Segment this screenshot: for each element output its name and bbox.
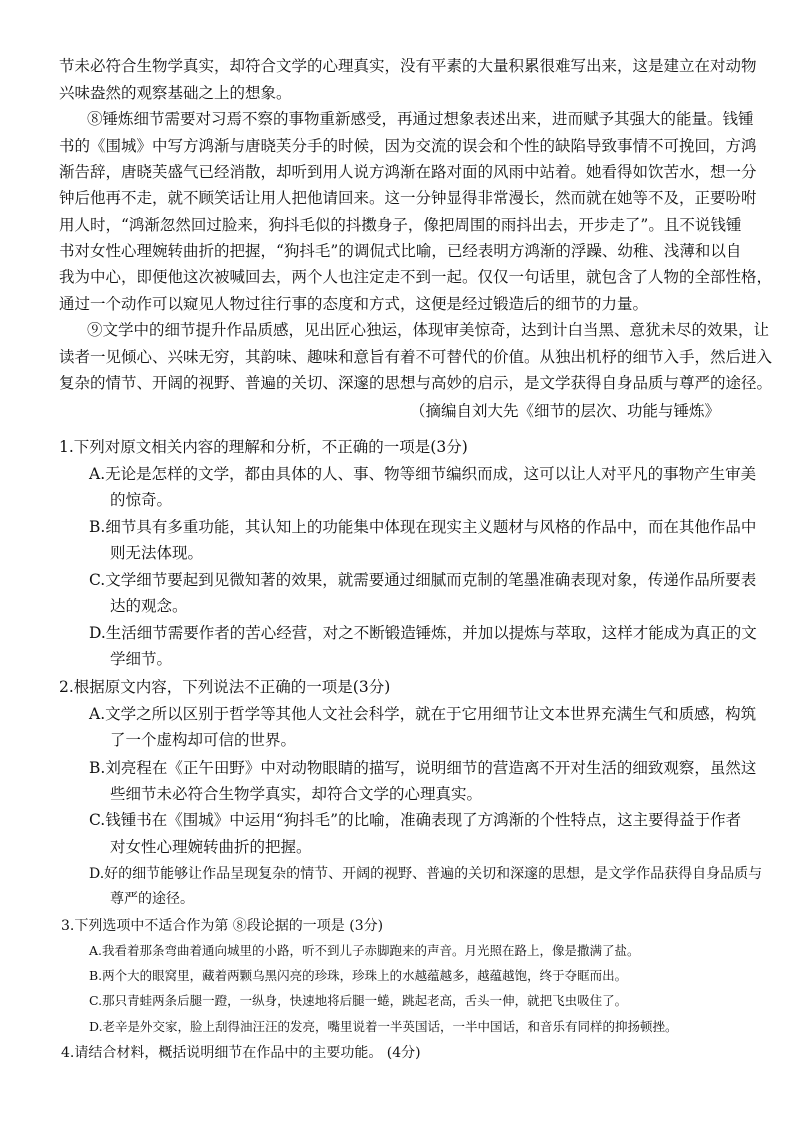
paragraph-8-start: ⑧锤炼细节需要对习焉不察的事物重新感受，再通过想象表述出来，进而赋予其强大的能量。钱锺 — [87, 110, 754, 128]
q2-option-d-cont: 尊严的途径。 — [110, 891, 194, 907]
question-1-stem: 1.下列对原文相关内容的理解和分析，不正确的一项是(3分) — [59, 438, 468, 456]
passage-line: 书对女性心理婉转曲折的把握，“狗抖毛”的调侃式比喻，已经表明方鸿渐的浮躁、幼稚、浅薄和以自 — [59, 242, 742, 260]
passage-line: 我为中心，即便他这次被喊回去，两个人也注定走不到一起。仅仅一句话里，就包含了人物的全部性格， — [59, 268, 773, 286]
passage-line: 通过一个动作可以窥见人物过往行事的态度和方式，这便是经过锻造后的细节的力量。 — [59, 295, 649, 313]
passage-line: 复杂的情节、开阔的视野、普遍的关切、深邃的思想与高妙的启示，是文学获得自身品质与尊严的途径。 — [59, 374, 773, 392]
q3-option-d: D.老辛是外交家，脸上刮得油汪汪的发亮，嘴里说着一半英国话，一半中国话，和音乐有同样的抑扬顿挫。 — [89, 1019, 678, 1034]
q1-option-c-cont: 达的观念。 — [110, 597, 188, 615]
passage-line: 兴味盎然的观察基础之上的想象。 — [59, 84, 292, 102]
q2-option-a: A.文学之所以区别于哲学等其他人文社会科学，就在于它用细节让文本世界充满生气和质感，构筑 — [89, 705, 757, 723]
passage-line: 用人时，“鸿渐忽然回过脸来，狗抖毛似的抖擞身子，像把周围的雨抖出去，开步走了”。且不说钱锺 — [59, 216, 742, 234]
q2-option-b: B.刘亮程在《正午田野》中对动物眼睛的描写，说明细节的营造离不开对生活的细致观察，虽然这 — [89, 759, 757, 777]
q2-option-c: C.钱锺书在《围城》中运用“狗抖毛”的比喻，准确表现了方鸿渐的个性特点，这主要得益于作者 — [89, 811, 742, 829]
question-3-stem: 3.下列选项中不适合作为第 ⑧段论据的一项是 (3分) — [61, 918, 384, 934]
q3-option-b: B.两个大的眼窝里，藏着两颗乌黑闪亮的珍珠，珍珠上的水越蕴越多，越蕴越饱，终于夺眶而出。 — [89, 968, 628, 983]
q1-option-b-cont: 则无法体现。 — [110, 544, 204, 562]
passage-line: 读者一见倾心、兴味无穷，其韵味、趣味和意旨有着不可替代的价值。从独出机杼的细节入手，然后进入 — [59, 348, 773, 366]
q1-option-a: A.无论是怎样的文学，都由具体的人、事、物等细节编织而成，这可以让人对平凡的事物产生审美 — [89, 465, 757, 483]
passage-line: 渐告辞，唐晓芙盛气已经消散，却听到用人说方鸿渐在路对面的风雨中站着。她看得如饮苦水，想一分 — [59, 163, 757, 181]
passage-line: 书的《围城》中写方鸿渐与唐晓芙分手的时候，因为交流的误会和个性的缺陷导致事情不可挽回，方鸿 — [59, 137, 757, 155]
q1-option-b: B.细节具有多重功能，其认知上的功能集中体现在现实主义题材与风格的作品中，而在其他作品中 — [89, 518, 757, 536]
q2-option-a-cont: 了一个虚构却可信的世界。 — [110, 731, 297, 749]
q1-option-d: D.生活细节需要作者的苦心经营，对之不断锻造锤炼，并加以提炼与萃取，这样才能成为真正的文 — [89, 624, 757, 642]
passage-line: 钟后他再不走，就不顾笑话让用人把他请回来。这一分钟显得非常漫长，然而就在她等不及，正要吩咐 — [59, 189, 757, 207]
q1-option-c: C.文学细节要起到见微知著的效果，就需要通过细腻而克制的笔墨准确表现对象，传递作品所要表 — [89, 571, 757, 589]
q2-option-b-cont: 些细节未必符合生物学真实，却符合文学的心理真实。 — [110, 785, 483, 803]
paragraph-9-start: ⑨文学中的细节提升作品质感，见出匠心独运，体现审美惊奇，达到计白当黑、意犹未尽的效果，让 — [87, 321, 770, 339]
q3-option-c: C.那只青蛙两条后腿一蹬，一纵身，快速地将后腿一蜷，跳起老高，舌头一伸，就把飞虫吸住了。 — [89, 993, 628, 1008]
q3-option-a: A.我看着那条弯曲着通向城里的小路，听不到儿子赤脚跑来的声音。月光照在路上，像是撒满了盐。 — [89, 943, 640, 958]
q1-option-d-cont: 学细节。 — [110, 650, 173, 668]
q2-option-c-cont: 对女性心理婉转曲折的把握。 — [110, 838, 312, 856]
passage-line: 节未必符合生物学真实，却符合文学的心理真实，没有平素的大量积累很难写出来，这是建立在对动物 — [59, 57, 757, 75]
question-4-stem: 4.请结合材料，概括说明细节在作品中的主要功能。 (4分) — [61, 1045, 421, 1061]
question-2-stem: 2.根据原文内容，下列说法不正确的一项是(3分) — [59, 678, 391, 696]
q2-option-d: D.好的细节能够让作品呈现复杂的情节、开阔的视野、普遍的关切和深邃的思想，是文学作品获得自身品质与 — [89, 866, 763, 882]
source-citation: （摘编自刘大先《细节的层次、功能与锤炼》 — [410, 402, 721, 420]
q1-option-a-cont: 的惊奇。 — [110, 491, 173, 509]
